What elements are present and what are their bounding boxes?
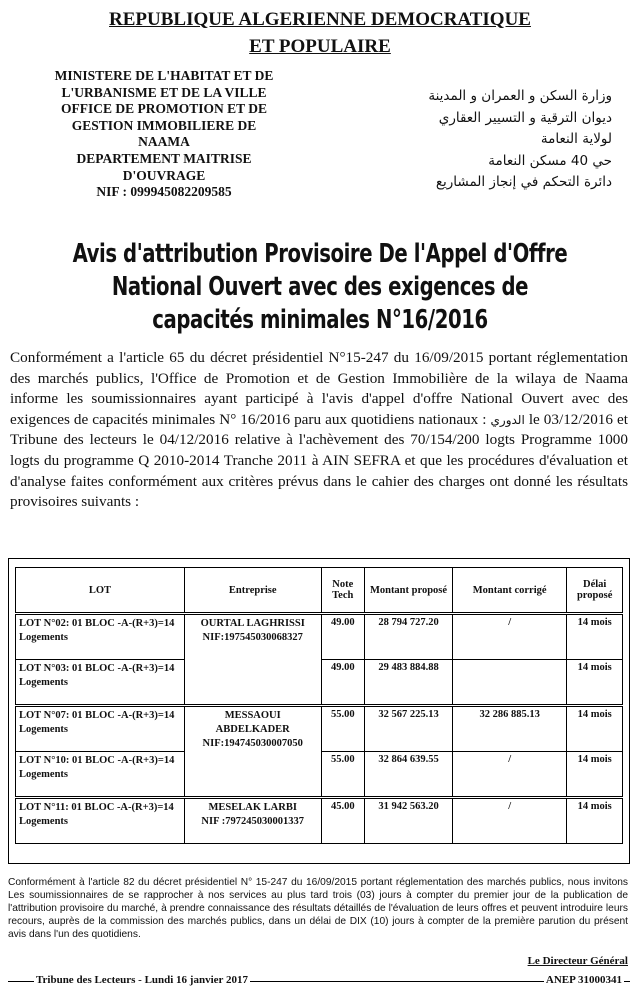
table-row <box>16 706 623 752</box>
footnote-paragraph: Conformément à l'article 82 du décret présidentiel N° 15-247 du 16/09/2015 portant réglementation des marchés publics, nous invitons Les soumissionnaires de se rapprocher à nos services au plus tard trois (03) jours à compter du premier jour de la publication de l'attribution provisoire du marché, à prendre connaissance des résultats détaillés de l'évaluation de leurs offres et peuvent introduire leurs recours, auprès de la commission des marchés publics, dans un délai de DIX (10) jours à compter de la première parution du présent avis dans l'un des quotidiens. <box>8 877 628 941</box>
results-table <box>15 567 623 844</box>
enterprise-name: OURTAL LAGHRISSI <box>200 618 305 629</box>
cell-note: 55.00 <box>321 706 365 752</box>
table-header-row <box>16 568 623 614</box>
footer-publication: Tribune des Lecteurs - Lundi 16 janvier 2017 <box>36 974 248 986</box>
header-montant: Montant proposé <box>365 568 453 614</box>
cell-note: 49.00 <box>321 614 365 660</box>
ministry-line: MINISTERE DE L'HABITAT ET DE <box>54 68 274 83</box>
enterprise-nif: NIF:197545030068327 <box>202 632 303 643</box>
cell-corrige: / <box>453 614 567 660</box>
cell-note: 55.00 <box>321 752 365 798</box>
cell-entreprise <box>184 706 321 798</box>
cell-note: 49.00 <box>321 660 365 706</box>
title-line: capacités minimales N°16/2016 <box>152 305 488 335</box>
cell-entreprise <box>184 614 321 706</box>
ministry-line: GESTION IMMOBILIERE DE <box>71 117 257 133</box>
cell-montant: 32 567 225.13 <box>365 706 453 752</box>
cell-corrige <box>453 660 567 706</box>
enterprise-name: MESSAOUI ABDELKADER <box>215 710 290 735</box>
republic-heading-line1: REPUBLIQUE ALGERIENNE DEMOCRATIQUE <box>109 9 531 30</box>
cell-delai: 14 mois <box>567 614 623 660</box>
footer-anep: ANEP 31000341 <box>545 974 622 986</box>
cell-lot: LOT N°10: 01 BLOC -A-(R+3)=14 Logements <box>16 752 185 798</box>
arabic-header-block <box>312 86 612 194</box>
title-line: Avis d'attribution Provisoire De l'Appel d'Offre <box>72 239 568 269</box>
ministry-line: L'URBANISME ET DE LA VILLE <box>61 84 267 100</box>
results-table-frame <box>8 558 630 864</box>
intro-text-part1: Conformément a l'article 65 du décret présidentiel N°15-247 du 16/09/2015 portant réglementation des marchés publics, l'Office de Promotion et de Gestion Immobilière de la wilaya de Naama informe les soumissionnaires ayant participé à l'avis d'appel d'offre National Ouvert avec des exigences de capacités minimales N° 16/2016 paru aux quotidiens nationaux : <box>10 349 628 428</box>
cell-lot: LOT N°03: 01 BLOC -A-(R+3)=14 Logements <box>16 660 185 706</box>
cell-corrige: 32 286 885.13 <box>453 706 567 752</box>
enterprise-nif: NIF:194745030007050 <box>202 738 303 749</box>
table-row <box>16 798 623 844</box>
ministry-line: OFFICE DE PROMOTION ET DE <box>60 101 268 117</box>
arabic-line: دائرة التحكم في إنجاز المشاريع <box>435 174 612 190</box>
signature: Le Directeur Général <box>527 955 628 967</box>
header-delai: Délai proposé <box>567 568 623 614</box>
arabic-newspaper-name: الدوري <box>490 412 525 427</box>
title-line: National Ouvert avec des exigences de <box>111 272 529 302</box>
republic-heading-line2: ET POPULAIRE <box>249 36 391 57</box>
cell-lot: LOT N°11: 01 BLOC -A-(R+3)=14 Logements <box>16 798 185 844</box>
cell-note: 45.00 <box>321 798 365 844</box>
cell-delai: 14 mois <box>567 798 623 844</box>
header-entreprise: Entreprise <box>184 568 321 614</box>
arabic-line: ديوان الترقية و التسيير العقاري <box>438 109 612 126</box>
arabic-line: حي 40 مسكن النعامة <box>488 152 612 169</box>
cell-delai: 14 mois <box>567 752 623 798</box>
cell-lot: LOT N°07: 01 BLOC -A-(R+3)=14 Logements <box>16 706 185 752</box>
header-lot: LOT <box>16 568 185 614</box>
ministry-block <box>10 68 318 201</box>
intro-text-part2: le 03/12/2016 et Tribune des lecteurs le 04/12/2016 relative à l'achèvement des 70/154/200 logts Programme 1000 logts du programme Q 2010-2014 Tranche 2011 à AIN SEFRA et que les procédures d'évaluation et d'analyse faites conformément aux critères prévus dans le cahier des charges ont donné les résultats provisoires suivants : <box>10 410 628 511</box>
cell-montant: 32 864 639.55 <box>365 752 453 798</box>
cell-lot: LOT N°02: 01 BLOC -A-(R+3)=14 Logements <box>16 614 185 660</box>
cell-entreprise <box>184 798 321 844</box>
cell-corrige: / <box>453 798 567 844</box>
cell-delai: 14 mois <box>567 660 623 706</box>
enterprise-nif: NIF :797245030001337 <box>201 816 304 827</box>
header-corrige: Montant corrigé <box>453 568 567 614</box>
ministry-nif: NIF : 099945082209585 <box>96 184 232 200</box>
table-row <box>16 614 623 660</box>
cell-montant: 29 483 884.88 <box>365 660 453 706</box>
arabic-line: لولاية النعامة <box>540 131 612 147</box>
notice-title <box>51 238 589 337</box>
cell-montant: 28 794 727.20 <box>365 614 453 660</box>
ministry-line: DEPARTEMENT MAITRISE <box>76 150 252 166</box>
ministry-line: D'OUVRAGE <box>122 167 206 183</box>
cell-delai: 14 mois <box>567 706 623 752</box>
header-note: Note Tech <box>321 568 365 614</box>
enterprise-name: MESELAK LARBI <box>208 802 297 813</box>
ministry-line: NAAMA <box>138 134 190 150</box>
page-footer <box>8 973 630 991</box>
intro-paragraph <box>10 348 628 513</box>
cell-corrige: / <box>453 752 567 798</box>
arabic-line: وزارة السكن و العمران و المدينة <box>428 88 612 104</box>
cell-montant: 31 942 563.20 <box>365 798 453 844</box>
